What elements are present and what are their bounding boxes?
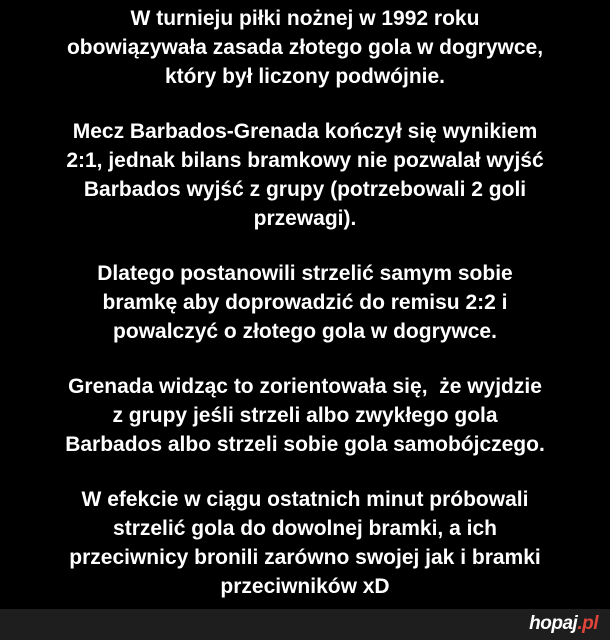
text-line: strzelić gola do dowolnej bramki, a ich — [113, 517, 497, 540]
paragraph-3 — [0, 259, 610, 346]
text-line: Barbados albo strzeli sobie gola samobójczego. — [65, 433, 545, 456]
text-line: obowiązywała zasada złotego gola w dogrywce, — [66, 36, 544, 59]
paragraph-4 — [0, 372, 610, 459]
text-line: przeciwnicy bronili zarówno swojej jak i bramki — [69, 546, 541, 569]
logo-name: hopaj — [529, 613, 578, 634]
paragraph-1 — [0, 4, 610, 91]
text-line: przewagi). — [253, 207, 357, 230]
text-line: bramkę aby doprowadzić do remisu 2:2 i — [102, 291, 508, 314]
text-line: Mecz Barbados-Grenada kończył się wynikiem — [72, 120, 538, 143]
paragraph-5 — [0, 485, 610, 601]
site-logo[interactable] — [529, 613, 598, 635]
text-line: który był liczony podwójnie. — [164, 65, 446, 88]
text-line: Grenada widząc to zorientowała się, że wyjdzie — [68, 375, 542, 398]
logo-domain: .pl — [577, 613, 598, 634]
text-line: Dlatego postanowili strzelić samym sobie — [97, 262, 513, 285]
text-line: z grupy jeśli strzeli albo zwykłego gola — [112, 404, 498, 427]
text-line: W turnieju piłki nożnej w 1992 roku — [130, 7, 480, 30]
paragraph-2 — [0, 117, 610, 233]
text-line: 2:1, jednak bilans bramkowy nie pozwalał wyjść — [66, 149, 544, 172]
text-line: powalczyć o złotego gola w dogrywce. — [113, 320, 497, 343]
text-line: W efekcie w ciągu ostatnich minut próbowali — [81, 488, 529, 511]
footer-bar — [0, 609, 610, 640]
text-line: Barbados wyjść z grupy (potrzebowali 2 goli — [83, 178, 527, 201]
meme-text-body — [0, 4, 610, 627]
text-line: przeciwników xD — [220, 575, 390, 598]
